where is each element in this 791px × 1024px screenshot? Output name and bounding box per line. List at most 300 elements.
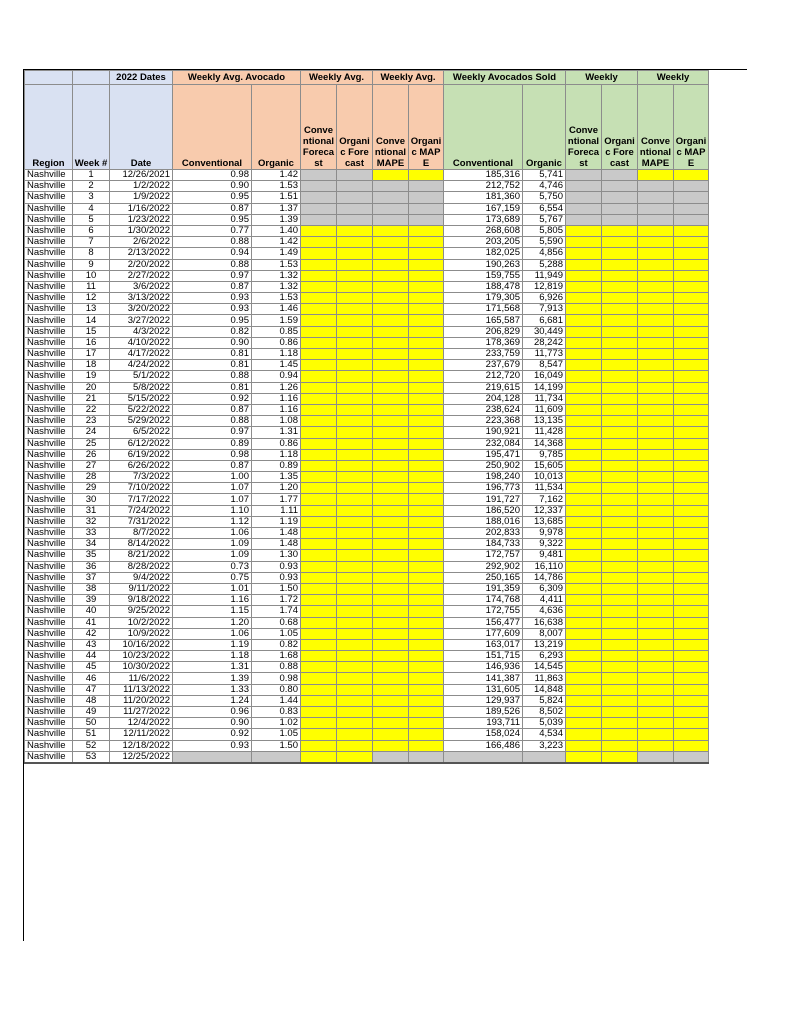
conv-price-forecast-cell[interactable] [301,449,337,460]
conv-price-forecast-cell[interactable] [301,684,337,695]
org-sold-forecast-cell[interactable] [602,214,638,225]
week-cell[interactable]: 29 [73,483,110,494]
org-price-forecast-cell[interactable] [337,472,373,483]
organic-sold-cell[interactable]: 7,162 [523,494,566,505]
conv-sold-forecast-cell[interactable] [566,393,602,404]
conv-sold-forecast-cell[interactable] [566,326,602,337]
week-cell[interactable]: 44 [73,651,110,662]
org-price-mape-cell[interactable] [409,639,444,650]
conventional-sold-cell[interactable]: 219,615 [444,382,523,393]
date-cell[interactable]: 11/20/2022 [110,695,173,706]
organic-price-cell[interactable]: 1.44 [252,695,301,706]
date-cell[interactable]: 5/15/2022 [110,393,173,404]
org-sold-mape-cell[interactable] [674,259,709,270]
org-price-forecast-cell[interactable] [337,662,373,673]
conventional-sold-cell[interactable]: 172,755 [444,606,523,617]
conv-sold-forecast-cell[interactable] [566,404,602,415]
org-sold-mape-cell[interactable] [674,170,709,181]
org-price-mape-cell[interactable] [409,505,444,516]
org-sold-mape-cell[interactable] [674,360,709,371]
organic-sold-cell[interactable]: 5,741 [523,170,566,181]
conventional-price-cell[interactable]: 1.00 [173,472,252,483]
conv-sold-mape-cell[interactable] [638,483,674,494]
org-sold-forecast-cell[interactable] [602,595,638,606]
organic-sold-cell[interactable]: 6,293 [523,651,566,662]
org-sold-mape-cell[interactable] [674,304,709,315]
conventional-sold-cell[interactable]: 292,902 [444,561,523,572]
org-price-mape-cell[interactable] [409,225,444,236]
org-price-forecast-cell[interactable] [337,438,373,449]
conventional-sold-cell[interactable]: 250,902 [444,460,523,471]
org-sold-forecast-cell[interactable] [602,729,638,740]
conv-price-forecast-cell[interactable] [301,293,337,304]
week-cell[interactable]: 35 [73,550,110,561]
organic-price-cell[interactable]: 1.53 [252,259,301,270]
organic-price-cell[interactable]: 1.59 [252,315,301,326]
organic-sold-cell[interactable]: 5,590 [523,237,566,248]
org-sold-forecast-cell[interactable] [602,237,638,248]
org-price-forecast-cell[interactable] [337,214,373,225]
org-sold-forecast-cell[interactable] [602,170,638,181]
date-cell[interactable]: 2/13/2022 [110,248,173,259]
org-price-mape-cell[interactable] [409,326,444,337]
organic-sold-cell[interactable]: 11,734 [523,393,566,404]
organic-price-cell[interactable]: 0.86 [252,337,301,348]
region-cell[interactable]: Nashville [25,416,73,427]
org-price-mape-cell[interactable] [409,248,444,259]
org-price-mape-cell[interactable] [409,304,444,315]
org-sold-mape-cell[interactable] [674,393,709,404]
conventional-price-cell[interactable]: 1.31 [173,662,252,673]
conv-sold-mape-cell[interactable] [638,248,674,259]
conv-sold-mape-cell[interactable] [638,550,674,561]
conv-sold-mape-cell[interactable] [638,695,674,706]
conventional-price-cell[interactable]: 1.01 [173,583,252,594]
conventional-price-cell[interactable]: 0.93 [173,304,252,315]
conv-sold-forecast-cell[interactable] [566,427,602,438]
conv-price-mape-cell[interactable] [373,337,409,348]
region-cell[interactable]: Nashville [25,505,73,516]
conv-sold-mape-cell[interactable] [638,293,674,304]
org-price-mape-cell[interactable] [409,315,444,326]
org-sold-forecast-cell[interactable] [602,483,638,494]
conv-price-mape-cell[interactable] [373,595,409,606]
conventional-sold-cell[interactable]: 167,159 [444,203,523,214]
org-sold-mape-cell[interactable] [674,528,709,539]
organic-sold-cell[interactable]: 14,848 [523,684,566,695]
organic-price-cell[interactable]: 0.93 [252,572,301,583]
region-cell[interactable]: Nashville [25,225,73,236]
conventional-sold-cell[interactable]: 182,025 [444,248,523,259]
region-cell[interactable]: Nashville [25,427,73,438]
date-cell[interactable]: 6/19/2022 [110,449,173,460]
region-cell[interactable]: Nashville [25,651,73,662]
week-cell[interactable]: 42 [73,628,110,639]
date-cell[interactable]: 8/7/2022 [110,528,173,539]
org-sold-forecast-cell[interactable] [602,203,638,214]
date-cell[interactable]: 4/24/2022 [110,360,173,371]
week-cell[interactable]: 18 [73,360,110,371]
org-price-mape-header[interactable]: Organic MAPE [409,85,444,170]
conv-sold-forecast-cell[interactable] [566,170,602,181]
org-sold-forecast-cell[interactable] [602,192,638,203]
conv-price-forecast-cell[interactable] [301,382,337,393]
org-sold-forecast-cell[interactable] [602,281,638,292]
conv-price-mape-cell[interactable] [373,740,409,751]
conv-sold-forecast-cell[interactable] [566,181,602,192]
org-price-forecast-cell[interactable] [337,460,373,471]
conv-sold-mape-cell[interactable] [638,416,674,427]
conv-sold-mape-cell[interactable] [638,225,674,236]
org-price-mape-cell[interactable] [409,382,444,393]
org-sold-mape-cell[interactable] [674,192,709,203]
conv-sold-mape-cell[interactable] [638,281,674,292]
conventional-sold-cell[interactable]: 172,757 [444,550,523,561]
conv-price-forecast-cell[interactable] [301,628,337,639]
org-price-mape-cell[interactable] [409,583,444,594]
week-cell[interactable]: 2 [73,181,110,192]
conv-price-forecast-cell[interactable] [301,181,337,192]
conv-price-forecast-cell[interactable] [301,639,337,650]
conv-sold-forecast-cell[interactable] [566,203,602,214]
conv-price-mape-cell[interactable] [373,371,409,382]
conventional-price-cell[interactable]: 0.95 [173,214,252,225]
org-sold-forecast-cell[interactable] [602,382,638,393]
org-price-mape-cell[interactable] [409,550,444,561]
org-price-forecast-cell[interactable] [337,371,373,382]
conv-sold-forecast-cell[interactable] [566,684,602,695]
org-price-forecast-cell[interactable] [337,707,373,718]
week-cell[interactable]: 51 [73,729,110,740]
conventional-price-cell[interactable]: 0.87 [173,281,252,292]
conventional-price-cell[interactable]: 1.09 [173,539,252,550]
org-sold-forecast-cell[interactable] [602,326,638,337]
conv-price-mape-cell[interactable] [373,583,409,594]
week-cell[interactable]: 7 [73,237,110,248]
region-cell[interactable]: Nashville [25,494,73,505]
organic-price-cell[interactable]: 1.05 [252,729,301,740]
organic-price-cell[interactable]: 1.77 [252,494,301,505]
conventional-price-cell[interactable]: 1.33 [173,684,252,695]
conv-sold-forecast-cell[interactable] [566,707,602,718]
dates-group-header[interactable]: 2022 Dates [110,71,173,85]
conv-sold-forecast-cell[interactable] [566,483,602,494]
org-sold-forecast-cell[interactable] [602,416,638,427]
organic-price-cell[interactable]: 1.02 [252,718,301,729]
organic-sold-cell[interactable]: 3,223 [523,740,566,751]
week-cell[interactable]: 33 [73,528,110,539]
organic-sold-cell[interactable]: 5,805 [523,225,566,236]
region-cell[interactable]: Nashville [25,270,73,281]
conv-price-forecast-cell[interactable] [301,304,337,315]
organic-sold-cell[interactable]: 9,785 [523,449,566,460]
conv-sold-forecast-cell[interactable] [566,740,602,751]
organic-sold-cell[interactable]: 4,636 [523,606,566,617]
date-cell[interactable]: 3/6/2022 [110,281,173,292]
conv-price-mape-cell[interactable] [373,427,409,438]
conv-price-mape-cell[interactable] [373,707,409,718]
org-price-mape-cell[interactable] [409,293,444,304]
conv-sold-forecast-cell[interactable] [566,472,602,483]
date-cell[interactable]: 3/13/2022 [110,293,173,304]
conv-sold-mape-cell[interactable] [638,170,674,181]
week-cell[interactable]: 4 [73,203,110,214]
org-sold-forecast-cell[interactable] [602,270,638,281]
conv-sold-mape-cell[interactable] [638,382,674,393]
conventional-sold-cell[interactable]: 188,016 [444,516,523,527]
week-cell[interactable]: 11 [73,281,110,292]
organic-sold-cell[interactable]: 5,750 [523,192,566,203]
conv-sold-mape-cell[interactable] [638,662,674,673]
week-column-header[interactable]: Week # [73,85,110,170]
conv-sold-mape-cell[interactable] [638,528,674,539]
org-sold-forecast-cell[interactable] [602,639,638,650]
conv-sold-mape-header[interactable]: Conventional MAPE [638,85,674,170]
conv-sold-forecast-cell[interactable] [566,382,602,393]
week-cell[interactable]: 23 [73,416,110,427]
region-cell[interactable]: Nashville [25,751,73,763]
org-sold-mape-cell[interactable] [674,181,709,192]
org-price-forecast-cell[interactable] [337,516,373,527]
conventional-sold-cell[interactable]: 178,369 [444,337,523,348]
conventional-price-cell[interactable]: 0.95 [173,315,252,326]
organic-price-cell[interactable]: 1.68 [252,651,301,662]
organic-price-cell[interactable]: 1.53 [252,293,301,304]
org-sold-mape-cell[interactable] [674,684,709,695]
conv-sold-forecast-cell[interactable] [566,695,602,706]
org-price-forecast-cell[interactable] [337,304,373,315]
organic-price-cell[interactable]: 1.40 [252,225,301,236]
date-cell[interactable]: 2/20/2022 [110,259,173,270]
week-cell[interactable]: 16 [73,337,110,348]
conv-sold-forecast-cell[interactable] [566,729,602,740]
org-sold-forecast-cell[interactable] [602,550,638,561]
date-cell[interactable]: 12/26/2021 [110,170,173,181]
conv-sold-mape-cell[interactable] [638,639,674,650]
organic-sold-cell[interactable]: 4,856 [523,248,566,259]
conv-sold-mape-cell[interactable] [638,718,674,729]
conv-sold-forecast-cell[interactable] [566,192,602,203]
org-sold-mape-cell[interactable] [674,483,709,494]
conventional-price-cell[interactable]: 1.10 [173,505,252,516]
org-sold-mape-cell[interactable] [674,270,709,281]
org-sold-mape-cell[interactable] [674,572,709,583]
conventional-sold-cell[interactable]: 212,752 [444,181,523,192]
org-price-mape-cell[interactable] [409,718,444,729]
conv-price-mape-cell[interactable] [373,360,409,371]
organic-sold-header[interactable]: Organic [523,85,566,170]
organic-sold-cell[interactable]: 9,481 [523,550,566,561]
conv-sold-forecast-cell[interactable] [566,270,602,281]
org-price-forecast-cell[interactable] [337,449,373,460]
price-mape-group-header[interactable]: Weekly Avg. [373,71,444,85]
org-price-forecast-cell[interactable] [337,192,373,203]
conv-sold-forecast-cell[interactable] [566,550,602,561]
week-cell[interactable]: 53 [73,751,110,763]
conventional-sold-cell[interactable]: 190,921 [444,427,523,438]
conv-price-forecast-cell[interactable] [301,550,337,561]
conv-sold-forecast-cell[interactable] [566,304,602,315]
conventional-sold-cell[interactable]: 129,937 [444,695,523,706]
date-cell[interactable]: 12/25/2022 [110,751,173,763]
conventional-sold-cell[interactable]: 141,387 [444,673,523,684]
organic-price-cell[interactable]: 1.72 [252,595,301,606]
region-cell[interactable]: Nashville [25,550,73,561]
sold-forecast-group-header[interactable]: Weekly [566,71,638,85]
date-cell[interactable]: 10/9/2022 [110,628,173,639]
conv-price-forecast-cell[interactable] [301,472,337,483]
conv-price-forecast-cell[interactable] [301,494,337,505]
conv-sold-mape-cell[interactable] [638,460,674,471]
date-cell[interactable]: 12/4/2022 [110,718,173,729]
conv-price-mape-cell[interactable] [373,170,409,181]
org-sold-mape-cell[interactable] [674,427,709,438]
conv-price-forecast-cell[interactable] [301,695,337,706]
org-price-mape-cell[interactable] [409,651,444,662]
org-sold-mape-header[interactable]: Organic MAPE [674,85,709,170]
conv-sold-mape-cell[interactable] [638,539,674,550]
org-price-forecast-cell[interactable] [337,673,373,684]
org-price-mape-cell[interactable] [409,472,444,483]
org-sold-forecast-cell[interactable] [602,707,638,718]
date-cell[interactable]: 5/8/2022 [110,382,173,393]
organic-price-cell[interactable]: 1.05 [252,628,301,639]
conv-sold-forecast-cell[interactable] [566,293,602,304]
organic-price-cell[interactable]: 0.88 [252,662,301,673]
org-sold-forecast-cell[interactable] [602,505,638,516]
conventional-price-cell[interactable]: 0.77 [173,225,252,236]
conv-price-forecast-cell[interactable] [301,561,337,572]
organic-sold-cell[interactable]: 13,135 [523,416,566,427]
organic-sold-cell[interactable]: 13,219 [523,639,566,650]
conv-sold-forecast-cell[interactable] [566,572,602,583]
conv-price-mape-cell[interactable] [373,293,409,304]
org-sold-forecast-cell[interactable] [602,528,638,539]
region-cell[interactable]: Nashville [25,662,73,673]
conventional-price-cell[interactable]: 1.18 [173,651,252,662]
conv-price-forecast-cell[interactable] [301,651,337,662]
organic-price-cell[interactable]: 1.53 [252,181,301,192]
organic-sold-cell[interactable]: 16,638 [523,617,566,628]
organic-sold-cell[interactable]: 8,502 [523,707,566,718]
conv-price-mape-cell[interactable] [373,662,409,673]
conv-sold-forecast-cell[interactable] [566,460,602,471]
organic-sold-cell[interactable]: 5,767 [523,214,566,225]
org-price-forecast-cell[interactable] [337,583,373,594]
org-price-forecast-cell[interactable] [337,729,373,740]
week-cell[interactable]: 15 [73,326,110,337]
organic-price-cell[interactable]: 0.83 [252,707,301,718]
conv-price-mape-cell[interactable] [373,516,409,527]
date-cell[interactable]: 11/6/2022 [110,673,173,684]
conv-sold-forecast-cell[interactable] [566,505,602,516]
org-sold-mape-cell[interactable] [674,248,709,259]
org-sold-mape-cell[interactable] [674,673,709,684]
conventional-price-cell[interactable]: 1.15 [173,606,252,617]
org-price-mape-cell[interactable] [409,460,444,471]
region-cell[interactable]: Nashville [25,181,73,192]
organic-sold-cell[interactable]: 16,110 [523,561,566,572]
conv-price-forecast-cell[interactable] [301,528,337,539]
conventional-sold-cell[interactable]: 250,165 [444,572,523,583]
organic-sold-cell[interactable]: 4,746 [523,181,566,192]
conventional-price-cell[interactable]: 1.07 [173,494,252,505]
date-cell[interactable]: 9/18/2022 [110,595,173,606]
conv-price-mape-cell[interactable] [373,304,409,315]
organic-sold-cell[interactable]: 14,368 [523,438,566,449]
organic-price-cell[interactable]: 1.50 [252,740,301,751]
organic-price-cell[interactable]: 1.18 [252,349,301,360]
conv-price-mape-cell[interactable] [373,416,409,427]
org-sold-mape-cell[interactable] [674,349,709,360]
region-cell[interactable]: Nashville [25,304,73,315]
org-sold-mape-cell[interactable] [674,460,709,471]
conventional-price-cell[interactable]: 0.88 [173,416,252,427]
org-sold-forecast-cell[interactable] [602,684,638,695]
region-cell[interactable]: Nashville [25,449,73,460]
conventional-price-cell[interactable]: 0.89 [173,438,252,449]
week-cell[interactable]: 36 [73,561,110,572]
org-sold-mape-cell[interactable] [674,751,709,763]
organic-price-cell[interactable]: 1.35 [252,472,301,483]
conventional-price-cell[interactable]: 0.81 [173,360,252,371]
org-price-mape-cell[interactable] [409,371,444,382]
org-price-mape-cell[interactable] [409,606,444,617]
org-sold-forecast-cell[interactable] [602,304,638,315]
org-sold-mape-cell[interactable] [674,472,709,483]
org-sold-forecast-cell[interactable] [602,259,638,270]
conventional-sold-cell[interactable]: 233,759 [444,349,523,360]
org-price-forecast-cell[interactable] [337,617,373,628]
conv-sold-mape-cell[interactable] [638,494,674,505]
conv-price-forecast-header[interactable]: Conventional Forecast [301,85,337,170]
conv-sold-mape-cell[interactable] [638,438,674,449]
org-sold-mape-cell[interactable] [674,326,709,337]
week-cell[interactable]: 37 [73,572,110,583]
conv-sold-mape-cell[interactable] [638,315,674,326]
organic-price-cell[interactable]: 1.20 [252,483,301,494]
org-sold-mape-cell[interactable] [674,203,709,214]
date-cell[interactable]: 7/24/2022 [110,505,173,516]
conv-sold-forecast-cell[interactable] [566,516,602,527]
conv-price-mape-cell[interactable] [373,315,409,326]
conv-price-mape-cell[interactable] [373,695,409,706]
conv-price-forecast-cell[interactable] [301,281,337,292]
conv-sold-mape-cell[interactable] [638,404,674,415]
conventional-price-cell[interactable]: 0.98 [173,449,252,460]
date-cell[interactable]: 5/29/2022 [110,416,173,427]
conv-sold-mape-cell[interactable] [638,371,674,382]
conv-price-mape-cell[interactable] [373,617,409,628]
region-cell[interactable]: Nashville [25,572,73,583]
org-price-forecast-cell[interactable] [337,550,373,561]
organic-price-cell[interactable]: 1.18 [252,449,301,460]
org-price-mape-cell[interactable] [409,404,444,415]
org-sold-forecast-cell[interactable] [602,427,638,438]
org-price-mape-cell[interactable] [409,740,444,751]
region-cell[interactable]: Nashville [25,214,73,225]
region-cell[interactable]: Nashville [25,293,73,304]
conv-sold-forecast-cell[interactable] [566,651,602,662]
conv-price-mape-cell[interactable] [373,729,409,740]
conv-sold-mape-cell[interactable] [638,393,674,404]
conv-sold-mape-cell[interactable] [638,449,674,460]
conv-price-forecast-cell[interactable] [301,505,337,516]
conventional-price-cell[interactable]: 0.87 [173,460,252,471]
week-cell[interactable]: 47 [73,684,110,695]
org-sold-mape-cell[interactable] [674,628,709,639]
conventional-price-cell[interactable]: 1.06 [173,528,252,539]
